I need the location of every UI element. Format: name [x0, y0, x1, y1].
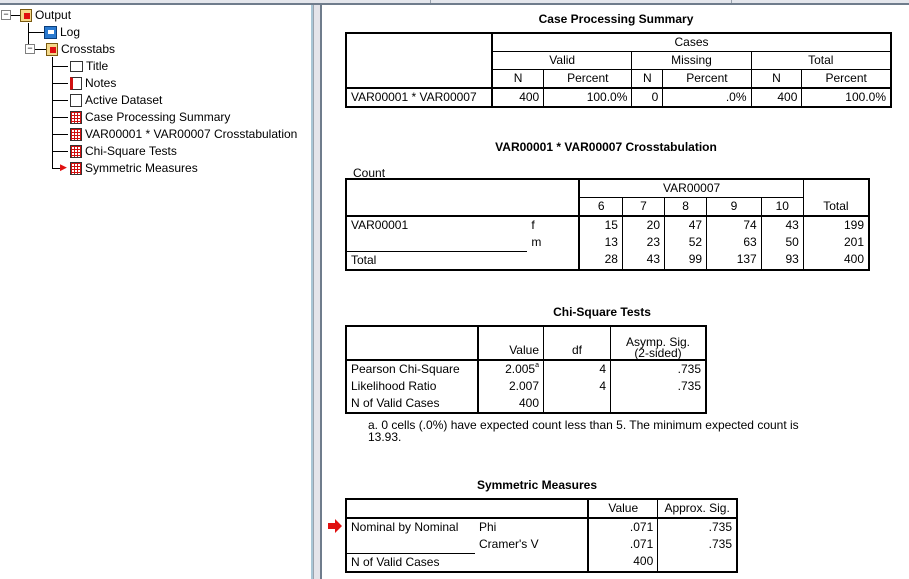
case-processing-title: Case Processing Summary — [538, 12, 694, 26]
cell-value: 63 — [707, 234, 762, 251]
cell-value: 2.007 — [478, 378, 544, 395]
col-header: Approx. Sig. — [658, 499, 737, 518]
output-book-icon — [20, 9, 32, 22]
output-viewer — [322, 5, 909, 579]
tree-line — [52, 57, 53, 169]
table-row — [346, 553, 737, 572]
tree-line — [28, 32, 44, 33]
footnote-marker[interactable]: a — [535, 362, 539, 369]
symmetric-measures-title: Symmetric Measures — [476, 478, 598, 492]
table-row — [346, 216, 869, 234]
table-icon — [70, 111, 82, 124]
cell-value: 99 — [665, 251, 707, 270]
cell-value: 0 — [632, 88, 663, 107]
tree-item-notes[interactable] — [70, 75, 116, 91]
crosstabs-book-icon — [46, 43, 58, 56]
table-row — [346, 88, 891, 107]
row-var-label: VAR00001 — [346, 216, 527, 251]
output-navigator[interactable] — [0, 5, 313, 579]
cell-value: 47 — [665, 216, 707, 234]
row-label: Likelihood Ratio — [346, 378, 478, 395]
cell-sig — [611, 395, 707, 413]
tree-item-label: Log — [60, 25, 81, 39]
toolbar-segment — [732, 0, 909, 3]
cell-value: 100.0% — [544, 88, 632, 107]
row-label: N of Valid Cases — [346, 553, 588, 572]
table-icon — [70, 128, 82, 141]
toolbar-segment — [200, 0, 431, 3]
cell-sig: .735 — [611, 378, 707, 395]
notes-icon — [70, 77, 82, 90]
tree-line — [10, 15, 20, 16]
cell-sig: .735 — [658, 518, 737, 536]
cases-header: Cases — [492, 33, 891, 52]
page-icon — [70, 94, 82, 107]
group-header: Valid — [492, 52, 632, 70]
col-header: 7 — [622, 198, 664, 217]
tree-line — [52, 66, 68, 67]
pane-splitter[interactable] — [313, 5, 322, 579]
cell-value: .0% — [663, 88, 751, 107]
tree-item-label: Title — [86, 59, 109, 73]
crosstab-title: VAR00001 * VAR00007 Crosstabulation — [495, 140, 717, 154]
subheader: Percent — [544, 70, 632, 89]
sig-header-line1: Asymp. Sig. — [625, 335, 691, 349]
cell-value: 100.0% — [802, 88, 891, 107]
chi-square-table[interactable] — [345, 325, 707, 414]
cell-value: 52 — [665, 234, 707, 251]
tree-item-crosstabs[interactable] — [46, 41, 115, 57]
corner-cell — [346, 499, 588, 518]
cell-sig: .735 — [658, 536, 737, 553]
tree-item-title[interactable] — [70, 58, 108, 74]
cell-value: 15 — [579, 216, 622, 234]
row-label: VAR00001 * VAR00007 — [346, 88, 492, 107]
tree-item-log[interactable] — [44, 24, 80, 40]
cell-value: 400 — [751, 88, 802, 107]
tree-item-symmetric-measures[interactable] — [70, 160, 198, 176]
cell-value: 43 — [761, 216, 803, 234]
cell-value: .071 — [588, 518, 658, 536]
tree-item-chi-square-tests[interactable] — [70, 143, 177, 159]
group-header: Missing — [632, 52, 751, 70]
corner-cell — [346, 179, 579, 216]
row-label: N of Valid Cases — [346, 395, 478, 413]
measure-label: Phi — [475, 518, 588, 536]
tree-item-label: Symmetric Measures — [85, 161, 198, 175]
cell-value: 400 — [588, 553, 658, 572]
cell-df: 4 — [544, 378, 611, 395]
tree-line — [52, 168, 60, 169]
col-header: Value — [588, 499, 658, 518]
tree-item-active-dataset[interactable] — [70, 92, 162, 108]
col-header: df — [544, 326, 611, 360]
tree-item-case-processing-summary[interactable] — [70, 109, 230, 125]
tree-item-label: Notes — [85, 76, 117, 90]
table-row — [346, 518, 737, 536]
table-icon — [70, 145, 82, 158]
corner-cell — [346, 326, 478, 360]
tree-line — [52, 117, 68, 118]
cell-value: 137 — [707, 251, 762, 270]
tree-item-label: Output — [35, 8, 72, 22]
cell-value: 400 — [492, 88, 544, 107]
cell-sig: .735 — [611, 360, 707, 378]
corner-cell — [346, 33, 492, 88]
tree-item-label: Crosstabs — [61, 42, 116, 56]
tree-line — [34, 49, 46, 50]
cell-total: 400 — [803, 251, 869, 270]
total-header: Total — [803, 179, 869, 216]
cell-value: 93 — [761, 251, 803, 270]
subheader: Percent — [802, 70, 891, 89]
symmetric-measures-table[interactable] — [345, 498, 738, 573]
col-header: 6 — [579, 198, 622, 217]
crosstab-table[interactable] — [345, 178, 870, 271]
current-item-arrow-icon — [328, 519, 342, 533]
tree-item-output[interactable] — [20, 7, 71, 23]
log-icon — [44, 26, 57, 39]
toolbar-segment — [0, 0, 201, 3]
tree-line — [52, 100, 68, 101]
tree-item-label: Active Dataset — [85, 93, 163, 107]
selection-arrow-icon: ▶ — [60, 162, 67, 172]
cell-sig — [658, 553, 737, 572]
col-header: 10 — [761, 198, 803, 217]
cell-value: 74 — [707, 216, 762, 234]
table-row — [346, 251, 869, 270]
cell-value: 50 — [761, 234, 803, 251]
subheader: N — [751, 70, 802, 89]
group-label: Nominal by Nominal — [346, 518, 475, 553]
measure-label: Cramer's V — [475, 536, 588, 553]
row-label: Total — [346, 251, 579, 270]
cell-value: 23 — [622, 234, 664, 251]
title-icon — [70, 61, 83, 72]
footnote-line: 13.93. — [368, 430, 402, 444]
col-header: 9 — [707, 198, 762, 217]
value-text: 2.005 — [505, 362, 536, 376]
cell-value — [478, 360, 544, 378]
cell-value: 43 — [622, 251, 664, 270]
col-header-sig — [611, 326, 707, 360]
case-processing-table[interactable] — [345, 32, 892, 108]
chi-square-title: Chi-Square Tests — [553, 305, 651, 319]
table-row — [346, 395, 706, 413]
table-row — [346, 378, 706, 395]
sig-header-line2: (2-sided) — [634, 346, 682, 360]
cell-value: 13 — [579, 234, 622, 251]
cell-value: .071 — [588, 536, 658, 553]
cell-value: 400 — [478, 395, 544, 413]
tree-item-label: Case Processing Summary — [85, 110, 231, 124]
tree-line — [52, 134, 68, 135]
row-label: Pearson Chi-Square — [346, 360, 478, 378]
subheader: N — [632, 70, 663, 89]
col-var-header: VAR00007 — [579, 179, 803, 198]
table-icon — [70, 162, 82, 175]
subheader: N — [492, 70, 544, 89]
collapse-output-toggle[interactable]: − — [1, 10, 11, 20]
count-label: Count — [353, 166, 386, 180]
tree-line — [52, 83, 68, 84]
col-header: 8 — [665, 198, 707, 217]
tree-item-label: VAR00001 * VAR00007 Crosstabulation — [85, 127, 298, 141]
col-header: Value — [478, 326, 544, 360]
subheader: Percent — [663, 70, 751, 89]
row-category: f — [527, 216, 579, 234]
chi-square-footnote — [368, 419, 799, 443]
cell-df: 4 — [544, 360, 611, 378]
cell-value: 20 — [622, 216, 664, 234]
cell-total: 199 — [803, 216, 869, 234]
table-row — [346, 360, 706, 378]
tree-item-crosstabulation[interactable] — [70, 126, 297, 142]
cell-value: 28 — [579, 251, 622, 270]
tree-line — [52, 151, 68, 152]
footnote-line: a. 0 cells (.0%) have expected count less than 5. The minimum expected count is — [368, 418, 799, 432]
row-category: m — [527, 234, 579, 251]
tree-item-label: Chi-Square Tests — [85, 144, 177, 158]
cell-df — [544, 395, 611, 413]
toolbar-segment — [431, 0, 732, 3]
cell-total: 201 — [803, 234, 869, 251]
collapse-crosstabs-toggle[interactable]: − — [25, 44, 35, 54]
group-header: Total — [751, 52, 891, 70]
